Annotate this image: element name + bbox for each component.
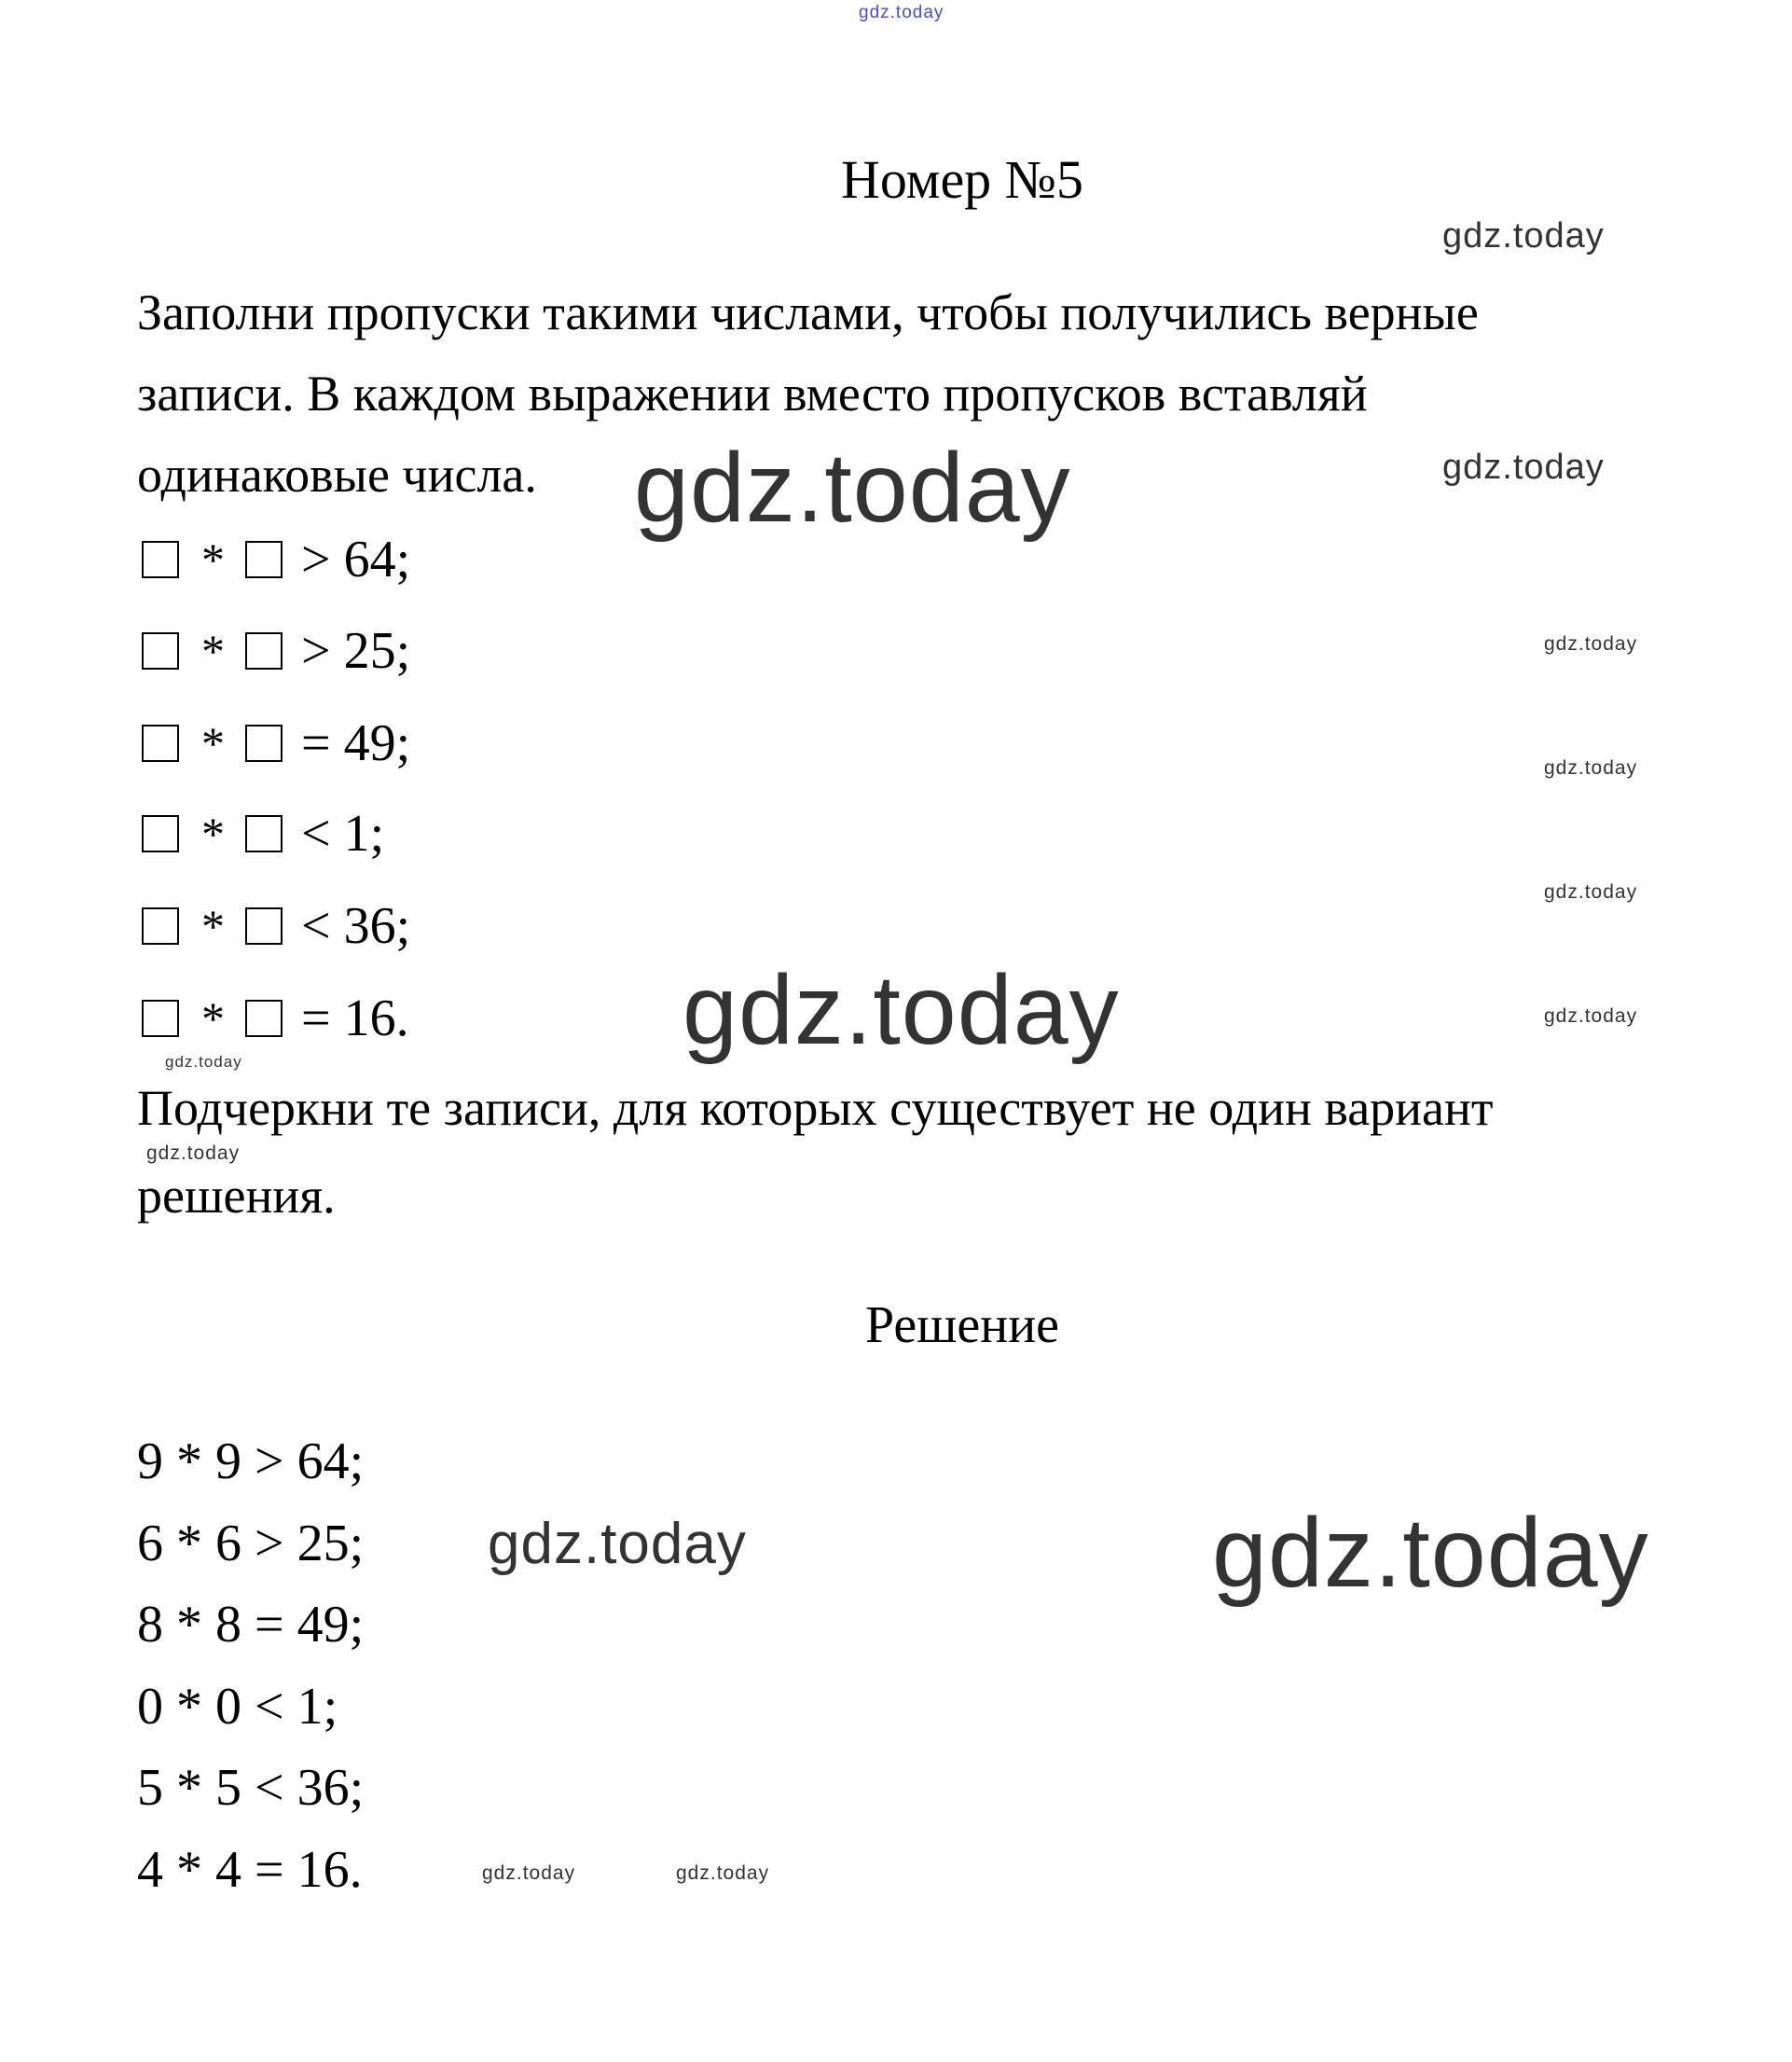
watermark: gdz.today [482, 1862, 576, 1884]
watermark: gdz.today [1442, 448, 1605, 487]
blank-box [245, 541, 283, 578]
watermark: gdz.today [1544, 633, 1638, 655]
blank-box [245, 907, 283, 945]
operator: * [201, 900, 225, 952]
solution-line: 5 * 5 < 36; [137, 1759, 365, 1817]
watermark: gdz.today [1544, 757, 1638, 779]
operator: * [201, 625, 225, 677]
watermark: gdz.today [1212, 1498, 1649, 1608]
watermark: gdz.today [146, 1142, 241, 1164]
blank-box [142, 815, 179, 852]
blank-box [142, 1000, 179, 1037]
blank-box [245, 725, 283, 762]
solution-heading: Решение [864, 1296, 1060, 1354]
expression-row [142, 711, 410, 776]
expression-row [142, 893, 410, 959]
task-line: записи. В каждом выражении вместо пропусков вставляй [137, 366, 1368, 422]
watermark: gdz.today [1544, 881, 1638, 903]
expression-row [142, 986, 409, 1051]
watermark: gdz.today [682, 955, 1120, 1065]
operator: * [201, 533, 225, 586]
solution-line: 6 * 6 > 25; [137, 1515, 365, 1572]
relation: < 1; [301, 805, 385, 863]
solution-line: 9 * 9 > 64; [137, 1432, 365, 1490]
solution-line: 0 * 0 < 1; [137, 1678, 338, 1736]
task-line: Заполни пропуски такими числами, чтобы получились верные [137, 284, 1479, 340]
expression-row [142, 527, 410, 592]
task-line: одинаковые числа. [137, 447, 537, 503]
blank-box [245, 632, 283, 670]
watermark: gdz.today [676, 1862, 770, 1884]
blank-box [142, 541, 179, 578]
relation: < 36; [301, 897, 411, 955]
instruction-line: Подчеркни те записи, для которых существует не один вариант [137, 1080, 1494, 1136]
instruction-line: решения. [137, 1168, 336, 1224]
watermark: gdz.today [1442, 216, 1605, 256]
relation: > 64; [301, 531, 411, 588]
operator: * [201, 992, 225, 1045]
blank-box [245, 815, 283, 852]
expression-row [142, 801, 384, 866]
solution-line: 8 * 8 = 49; [137, 1596, 365, 1654]
watermark: gdz.today [488, 1512, 747, 1576]
expression-row [142, 618, 410, 684]
relation: = 49; [301, 714, 411, 772]
relation: > 25; [301, 622, 411, 680]
blank-box [142, 632, 179, 670]
blank-box [142, 907, 179, 945]
operator: * [201, 808, 225, 860]
solution-line: 4 * 4 = 16. [137, 1841, 363, 1899]
watermark: gdz.today [1544, 1005, 1638, 1027]
operator: * [201, 717, 225, 769]
relation: = 16. [301, 989, 409, 1047]
watermark-top: gdz.today [859, 3, 944, 22]
watermark: gdz.today [165, 1053, 242, 1071]
watermark: gdz.today [634, 433, 1071, 543]
blank-box [245, 1000, 283, 1037]
page-title: Номер №5 [840, 149, 1084, 210]
blank-box [142, 725, 179, 762]
